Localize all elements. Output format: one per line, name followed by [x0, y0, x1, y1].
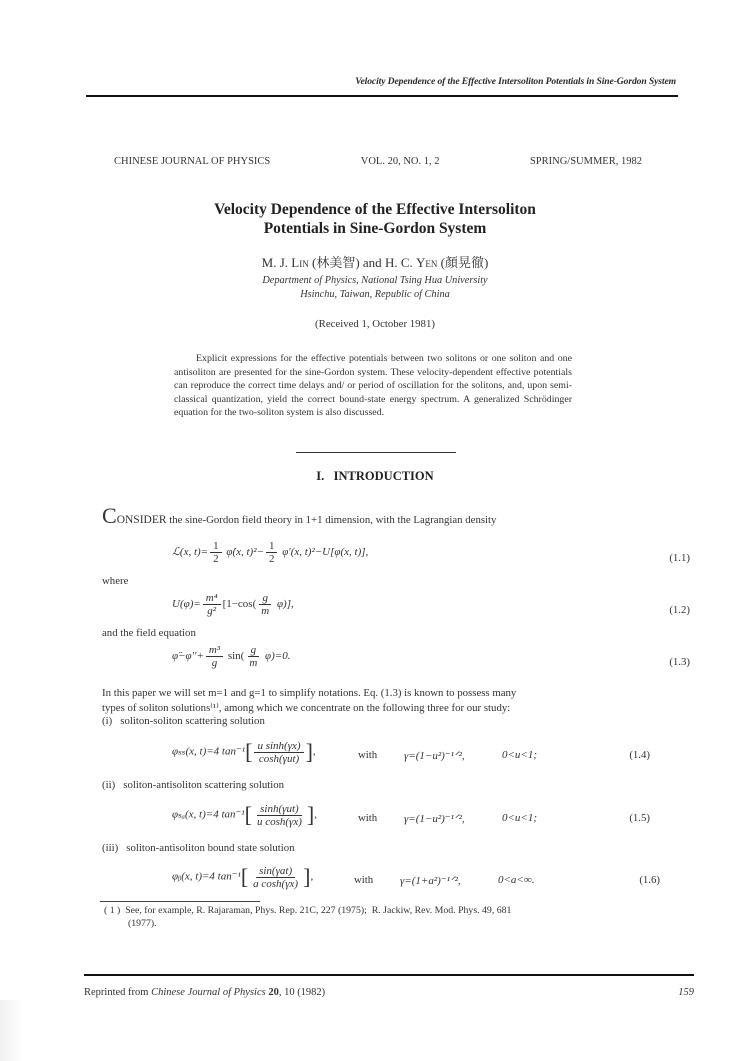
eq6-bracket-open: [ — [240, 864, 249, 889]
eq5-bracket-open: [ — [244, 802, 252, 827]
eq2-frac2-num: g — [259, 592, 271, 605]
eq4-bracket-close: ] — [305, 739, 313, 764]
eq1-frac2-num: 1 — [266, 540, 278, 553]
eq4-bracket-open: [ — [245, 739, 253, 764]
eq6-with: with — [354, 874, 374, 886]
abstract-divider — [296, 452, 456, 453]
affiliation — [100, 274, 650, 301]
author2-initials: H. C. — [384, 255, 416, 270]
eq5-bracket-close: ] — [306, 802, 315, 827]
eq3-frac-num: m³ — [206, 644, 223, 657]
eq2-frac-den: g² — [207, 605, 217, 617]
eq1-fraction-2 — [266, 540, 278, 565]
eq6-fraction — [250, 865, 301, 890]
eq1-lhs: ℒ(x, t)= — [172, 546, 209, 559]
eq5-lhs: φₛₐ(x, t)=4 tan⁻¹ — [172, 808, 245, 821]
eq2-lhs: U(φ)= — [172, 598, 201, 611]
author2-chinese-name: (顏晃徹) — [437, 255, 489, 270]
where-label: where — [102, 575, 129, 587]
intro-paragraph — [102, 503, 497, 528]
eq5-numerator: sinh(γut) — [257, 803, 302, 816]
eq6-denominator: a cosh(γx) — [253, 877, 299, 890]
footnote-line-2: (1977). — [128, 917, 157, 929]
eq5-gamma: γ=(1−u²)⁻¹ᐟ², — [404, 813, 465, 825]
authors — [100, 252, 650, 271]
running-head: Velocity Dependence of the Effective Intersoliton Potentials in Sine-Gordon System — [355, 76, 676, 87]
title-line-2: Potentials in Sine-Gordon System — [263, 220, 487, 237]
list-item-iii: (iii) soliton-antisoliton bound state solution — [102, 842, 295, 854]
intro-smallcaps: ONSIDER — [116, 514, 167, 526]
eq-number-1-5: (1.5) — [629, 812, 650, 824]
eq3-frac2-num: g — [248, 644, 260, 657]
eq1-frac1-den: 2 — [213, 553, 219, 565]
eq1-fraction-1 — [210, 540, 222, 565]
authors-conjunction: and — [359, 255, 385, 270]
reprint-suffix: , 10 (1982) — [278, 987, 326, 998]
equation-1-1 — [172, 540, 368, 565]
eq3-fraction-m3-g — [206, 644, 223, 669]
eq4-lhs: φₛₛ(x, t)=4 tan⁻¹ — [172, 745, 246, 758]
eq-number-1-3: (1.3) — [669, 656, 690, 668]
author1-initials: M. J. — [261, 255, 292, 270]
section-heading: I. INTRODUCTION — [316, 469, 434, 483]
intro-text: the sine-Gordon field theory in 1+1 dimension, with the Lagrangian density — [166, 514, 497, 526]
eq1-term2: φ′(x, t)²−U[φ(x, t)], — [279, 546, 369, 559]
author1-surname: Lin — [291, 255, 309, 270]
reprint-volume: 20 — [265, 987, 279, 998]
eq5-with: with — [358, 812, 378, 824]
title-line-1: Velocity Dependence of the Effective Intersoliton — [214, 201, 536, 218]
eq2-frac-num: m⁴ — [203, 592, 221, 605]
eq-number-1-1: (1.1) — [669, 552, 690, 564]
abstract: Explicit expressions for the effective potentials between two solitons or one soliton and one antisoliton are presented for the sine-Gordon system. These velocity-dependent effective potentials can reproduce the correct time delays and/ or period of oscillation for the solitons, and, upon semi-classical quantization, yield the correct bound-state energy spectrum. A generalized Schrödinger equation for the two-soliton system is also discussed. — [174, 353, 572, 419]
reprint-prefix: Reprinted from — [84, 987, 152, 998]
affiliation-line-1: Department of Physics, National Tsing Hua University — [262, 275, 488, 286]
list-item-ii: (ii) soliton-antisoliton scattering solution — [102, 779, 285, 791]
eq-number-1-6: (1.6) — [639, 874, 660, 886]
list-item-i: (i) soliton-soliton scattering solution — [102, 715, 265, 727]
eq5-fraction — [254, 803, 305, 828]
author1-chinese-name: (林美智) — [308, 255, 360, 270]
journal-volume: VOL. 20, NO. 1, 2 — [360, 156, 440, 167]
eq6-lhs: φᵦ(x, t)=4 tan⁻¹ — [172, 870, 241, 883]
eq2-body-a: [1−cos( — [222, 598, 257, 611]
header-rule — [86, 95, 678, 97]
footnote-line-1: ( 1 ) See, for example, R. Rajaraman, Phys. Rep. 21C, 227 (1975); R. Jackiw, Rev. Mod. Phys. 49, 681 — [104, 905, 512, 916]
eq-number-1-4: (1.4) — [629, 749, 650, 761]
equation-1-5: φₛₐ(x, t)=4 tan⁻¹[ $\frac{\text{sinh(γut)}}{\text{u cosh(γx)}}$ ], — [172, 802, 317, 828]
eq2-fraction-m4-g2 — [203, 592, 221, 617]
eq3-fraction-g-m — [246, 644, 260, 669]
eq3-sin: sin( — [225, 650, 245, 663]
eq4-fraction — [254, 740, 303, 765]
eq4-numerator: u sinh(γx) — [254, 740, 303, 753]
journal-info-line — [114, 156, 642, 167]
equation-1-3 — [172, 644, 290, 669]
journal-issue-date: SPRING/SUMMER, 1982 — [529, 156, 642, 167]
eq-number-1-2: (1.2) — [669, 604, 690, 616]
equation-1-2 — [172, 592, 294, 617]
eq6-range: 0<a<∞. — [498, 874, 535, 886]
eq4-denominator: cosh(γut) — [258, 752, 300, 765]
author2-surname: Yen — [416, 255, 438, 270]
eq6-numerator: sin(γat) — [256, 865, 295, 878]
scan-edge-shadow — [0, 1000, 24, 1061]
eq3-lhs: φ̈−φ′′+ — [172, 650, 204, 663]
page-number: 159 — [678, 987, 694, 998]
eq2-fraction-g-m — [258, 592, 272, 617]
para2-line-1: In this paper we will set m=1 and g=1 to simplify notations. Eq. (1.3) is known to possess many — [102, 687, 517, 699]
equation-1-6: φᵦ(x, t)=4 tan⁻¹[ $\frac{\text{sin(γat)}}{\text{a cosh(γx)}}$ ], — [172, 864, 314, 890]
eq3-frac-den: g — [211, 657, 218, 669]
eq1-term1: φ̇(x, t)²− — [223, 546, 264, 559]
eq1-frac2-den: 2 — [268, 553, 275, 565]
journal-name: CHINESE JOURNAL OF PHYSICS — [114, 156, 271, 167]
eq4-with: with — [358, 749, 378, 761]
reprint-journal: Chinese Journal of Physics — [151, 987, 266, 998]
eq6-bracket-close: ] — [303, 864, 311, 889]
drop-cap: C — [102, 503, 117, 528]
eq5-denominator: u cosh(γx) — [256, 815, 302, 828]
eq2-frac2-den: m — [261, 605, 270, 617]
paper-title — [100, 200, 650, 238]
footnote-rule — [100, 901, 260, 902]
footer-rule — [84, 974, 694, 976]
eq3-frac2-den: m — [249, 657, 258, 669]
eq1-frac1-num: 1 — [210, 540, 222, 553]
affiliation-line-2: Hsinchu, Taiwan, Republic of China — [300, 288, 450, 300]
received-date: (Received 1, October 1981) — [315, 318, 435, 330]
reprint-notice — [84, 987, 325, 998]
eq4-gamma: γ=(1−u²)⁻¹ᐟ², — [404, 750, 465, 762]
eq2-body-b: φ)], — [274, 598, 294, 611]
equation-1-4: φₛₛ(x, t)=4 tan⁻¹[ $\frac{\text{u sinh(γx)}}{\text{cosh(γut)}}$ ], — [172, 739, 316, 765]
eq3-rhs: φ)=0. — [262, 650, 291, 663]
eq6-gamma: γ=(1+a²)⁻¹ᐟ², — [400, 875, 461, 887]
eq5-range: 0<u<1; — [502, 812, 538, 824]
field-equation-intro: and the field equation — [102, 627, 196, 639]
para2-line-2: types of soliton solutions⁽¹⁾, among which we concentrate on the following three for our study: — [102, 702, 511, 714]
footnote — [104, 905, 694, 930]
eq4-range: 0<u<1; — [502, 749, 538, 761]
